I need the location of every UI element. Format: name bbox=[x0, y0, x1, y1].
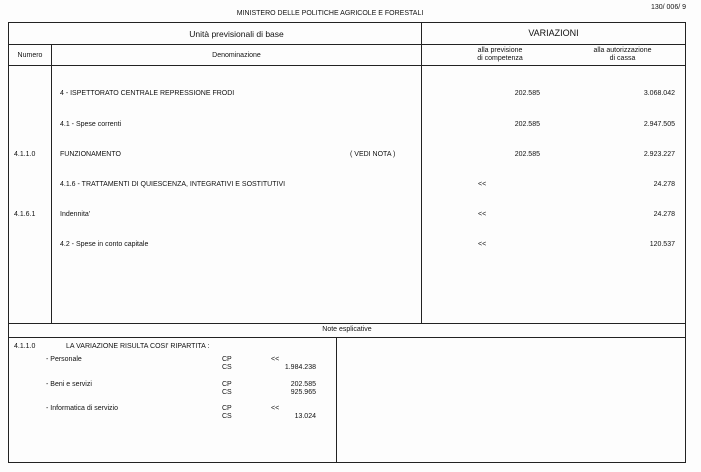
note-item-label: - Informatica di servizio bbox=[46, 405, 118, 412]
note-item-label: - Beni e servizi bbox=[46, 381, 92, 388]
note-cs-label: CS bbox=[222, 413, 232, 420]
denominazione-header: Denominazione bbox=[212, 52, 261, 59]
row-denominazione: 4.1.6 - TRATTAMENTI DI QUIESCENZA, INTEGRATIVI E SOSTITUTIVI bbox=[60, 181, 286, 188]
note-cp-value: << bbox=[271, 405, 280, 412]
row-competenza: 202.585 bbox=[514, 151, 540, 158]
competenza-header: alla previsione di competenza bbox=[477, 47, 523, 62]
row-numero: 4.1.6.1 bbox=[14, 211, 36, 218]
note-heading: LA VARIAZIONE RISULTA COSI' RIPARTITA : bbox=[66, 343, 210, 350]
note-cp-value: << bbox=[271, 356, 280, 363]
note-cp-value: 202.585 bbox=[290, 381, 316, 388]
row-cassa: 2.947.505 bbox=[643, 121, 675, 128]
row-cassa: 120.537 bbox=[649, 241, 675, 248]
ministry-title: MINISTERO DELLE POLITICHE AGRICOLE E FORESTALI bbox=[236, 10, 424, 17]
note-cs-value: 925.965 bbox=[290, 389, 316, 396]
row-nota: ( VEDI NOTA ) bbox=[350, 151, 396, 158]
note-cs-label: CS bbox=[222, 364, 232, 371]
row-cassa: 24.278 bbox=[653, 211, 675, 218]
row-competenza: 202.585 bbox=[514, 121, 540, 128]
note-cs-value: 1.984.238 bbox=[284, 364, 316, 371]
notes-title: Note esplicative bbox=[322, 326, 372, 333]
note-code: 4.1.1.0 bbox=[14, 343, 36, 350]
numero-header: Numero bbox=[17, 52, 43, 59]
row-competenza: << bbox=[478, 181, 487, 188]
row-competenza: 202.585 bbox=[514, 90, 540, 97]
note-cp-label: CP bbox=[222, 381, 232, 388]
upb-header: Unità previsionali di base bbox=[189, 29, 284, 39]
row-denominazione: 4.1 - Spese correnti bbox=[60, 121, 122, 128]
variazioni-header: VARIAZIONI bbox=[528, 28, 579, 38]
row-denominazione: 4 - ISPETTORATO CENTRALE REPRESSIONE FRODI bbox=[60, 90, 235, 97]
row-denominazione: Indennita' bbox=[60, 211, 91, 218]
row-cassa: 2.923.227 bbox=[643, 151, 675, 158]
note-cp-label: CP bbox=[222, 356, 232, 363]
cassa-header: alla autorizzazione di cassa bbox=[593, 47, 652, 62]
note-item-label: - Personale bbox=[46, 356, 82, 363]
note-cp-label: CP bbox=[222, 405, 232, 412]
page-reference: 130/ 006/ 9 bbox=[650, 4, 686, 11]
note-cs-value: 13.024 bbox=[294, 413, 316, 420]
row-cassa: 3.068.042 bbox=[643, 90, 675, 97]
row-denominazione: FUNZIONAMENTO bbox=[60, 151, 121, 158]
row-competenza: << bbox=[478, 211, 487, 218]
note-cs-label: CS bbox=[222, 389, 232, 396]
row-denominazione: 4.2 - Spese in conto capitale bbox=[60, 241, 149, 248]
row-competenza: << bbox=[478, 241, 487, 248]
row-numero: 4.1.1.0 bbox=[14, 151, 36, 158]
row-cassa: 24.278 bbox=[653, 181, 675, 188]
